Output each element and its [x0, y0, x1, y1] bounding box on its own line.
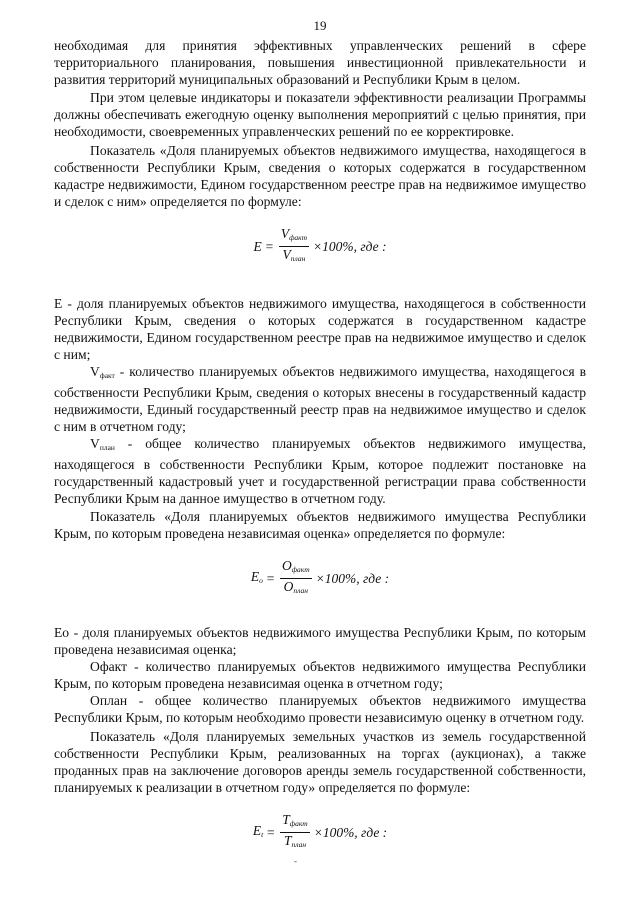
formula-2-fraction	[280, 559, 312, 598]
formula-3-den-base: T	[283, 832, 292, 848]
formula-2-num-base: O	[281, 557, 292, 573]
paragraph-6-text: - общее количество планируемых объектов недвижимого имущества, находящегося в собственности Республики Крым, которое подлежит постановке на государственный кадастровый учет и государственной регистрации права собственности Республики Крым на данное имущество в отчетном году.	[54, 436, 586, 506]
formula-3-lhs-base: E	[252, 822, 262, 838]
v-fact-sub: факт	[99, 371, 115, 380]
formula-2-den-sub: план	[293, 585, 308, 595]
formula-1-numerator	[279, 227, 309, 247]
paragraph-6	[54, 435, 586, 507]
formula-1-num-base: V	[280, 225, 290, 241]
formula-3-lhs-sub: t	[261, 829, 264, 839]
formula-2-lhs	[251, 568, 263, 589]
formula-1-denominator	[281, 247, 308, 266]
formula-2-den-base: O	[283, 578, 294, 594]
paragraph-10: Оплан - общее количество планируемых объектов недвижимого имущества Республики Крым, по которым необходимо провести независимую оценку в отчетном году.	[54, 693, 586, 725]
formula-3-fraction	[280, 813, 309, 852]
v-plan-sub: план	[99, 443, 115, 452]
formula-2-num-sub: факт	[291, 564, 310, 574]
formula-3-den-sub: план	[291, 839, 307, 849]
formula-2-tail: ×100%, где :	[315, 570, 390, 586]
formula-2-equals: =	[265, 570, 275, 586]
formula-3-num-sub: факт	[289, 818, 308, 828]
paragraph-11: Показатель «Доля планируемых земельных участков из земель государственной собственности Республики Крым, реализованных на торгах (аукционах), а также проданных прав на заключение договоров аренды земель государственной собственности, планируемых к реализации в отчетном году» определяется по формуле:	[54, 729, 586, 795]
formula-1-den-sub: план	[290, 253, 306, 263]
document-body	[54, 37, 586, 850]
paragraph-5-text: - количество планируемых объектов недвижимого имущества, находящегося в собственности Республики Крым, сведения о которых внесены в государственный кадастр недвижимости, Единый государственный реестр прав на недвижимое имущество и сделок с ним в отчетном году;	[54, 364, 586, 434]
formula-1-den-base: V	[282, 246, 291, 262]
v-plan-symbol	[90, 436, 115, 451]
formula-3-lhs	[253, 822, 263, 843]
formula-1	[54, 225, 586, 264]
formula-1-equals: =	[264, 238, 274, 254]
paragraph-2: При этом целевые индикаторы и показатели эффективности реализации Программы должны обеспечивать ежегодную оценку выполнения мероприятий с целью принятия, при необходимости, своевременных управленческих решений по ее корректировке.	[54, 90, 586, 139]
paragraph-7: Показатель «Доля планируемых объектов недвижимого имущества Республики Крым, по которым проведена независимая оценка» определяется по формуле:	[54, 509, 586, 541]
paragraph-9: Офакт - количество планируемых объектов недвижимого имущества Республики Крым, по которым проведена независимая оценка в отчетном году;	[54, 659, 586, 691]
formula-3-tail: ×100%, где :	[313, 824, 388, 840]
v-fact-symbol	[90, 364, 115, 379]
formula-3-equals: =	[266, 824, 276, 840]
formula-2-numerator	[280, 559, 312, 579]
formula-3-denominator	[282, 833, 308, 852]
formula-1-lhs: E	[253, 238, 262, 254]
formula-1-num-sub: факт	[289, 232, 308, 242]
formula-3-num-base: T	[282, 811, 290, 827]
v-fact-base: V	[90, 364, 100, 379]
v-plan-base: V	[90, 436, 100, 451]
formula-3-numerator	[280, 813, 309, 833]
paragraph-4: E - доля планируемых объектов недвижимого имущества, находящегося в собственности Республики Крым, сведения о которых содержатся в государственном кадастре недвижимости, Едином государственном реестре прав на недвижимое имущество и сделок с ним;	[54, 296, 586, 362]
footer-mark: -	[294, 856, 297, 866]
formula-2-denominator	[282, 579, 310, 598]
formula-1-tail: ×100%, где :	[313, 238, 387, 254]
formula-3	[54, 811, 586, 850]
formula-2-lhs-base: E	[250, 568, 260, 584]
paragraph-1: необходимая для принятия эффективных управленческих решений в сфере территориального планирования, повышения инвестиционной привлекательности и развития территорий муниципальных образований и Республики Крым в целом.	[54, 38, 586, 87]
paragraph-5	[54, 363, 586, 435]
formula-2	[54, 557, 586, 596]
formula-2-lhs-sub: o	[259, 575, 263, 585]
formula-1-fraction	[279, 227, 309, 266]
page-number: 19	[313, 18, 327, 33]
paragraph-8: Ео - доля планируемых объектов недвижимого имущества Республики Крым, по которым проведена независимая оценка;	[54, 625, 586, 657]
paragraph-3: Показатель «Доля планируемых объектов недвижимого имущества, находящегося в собственности Республики Крым, сведения о которых содержатся в государственном кадастре недвижимости, Едином государственном реестре прав на недвижимое имущество и сделок с ним» определяется по формуле:	[54, 143, 586, 209]
